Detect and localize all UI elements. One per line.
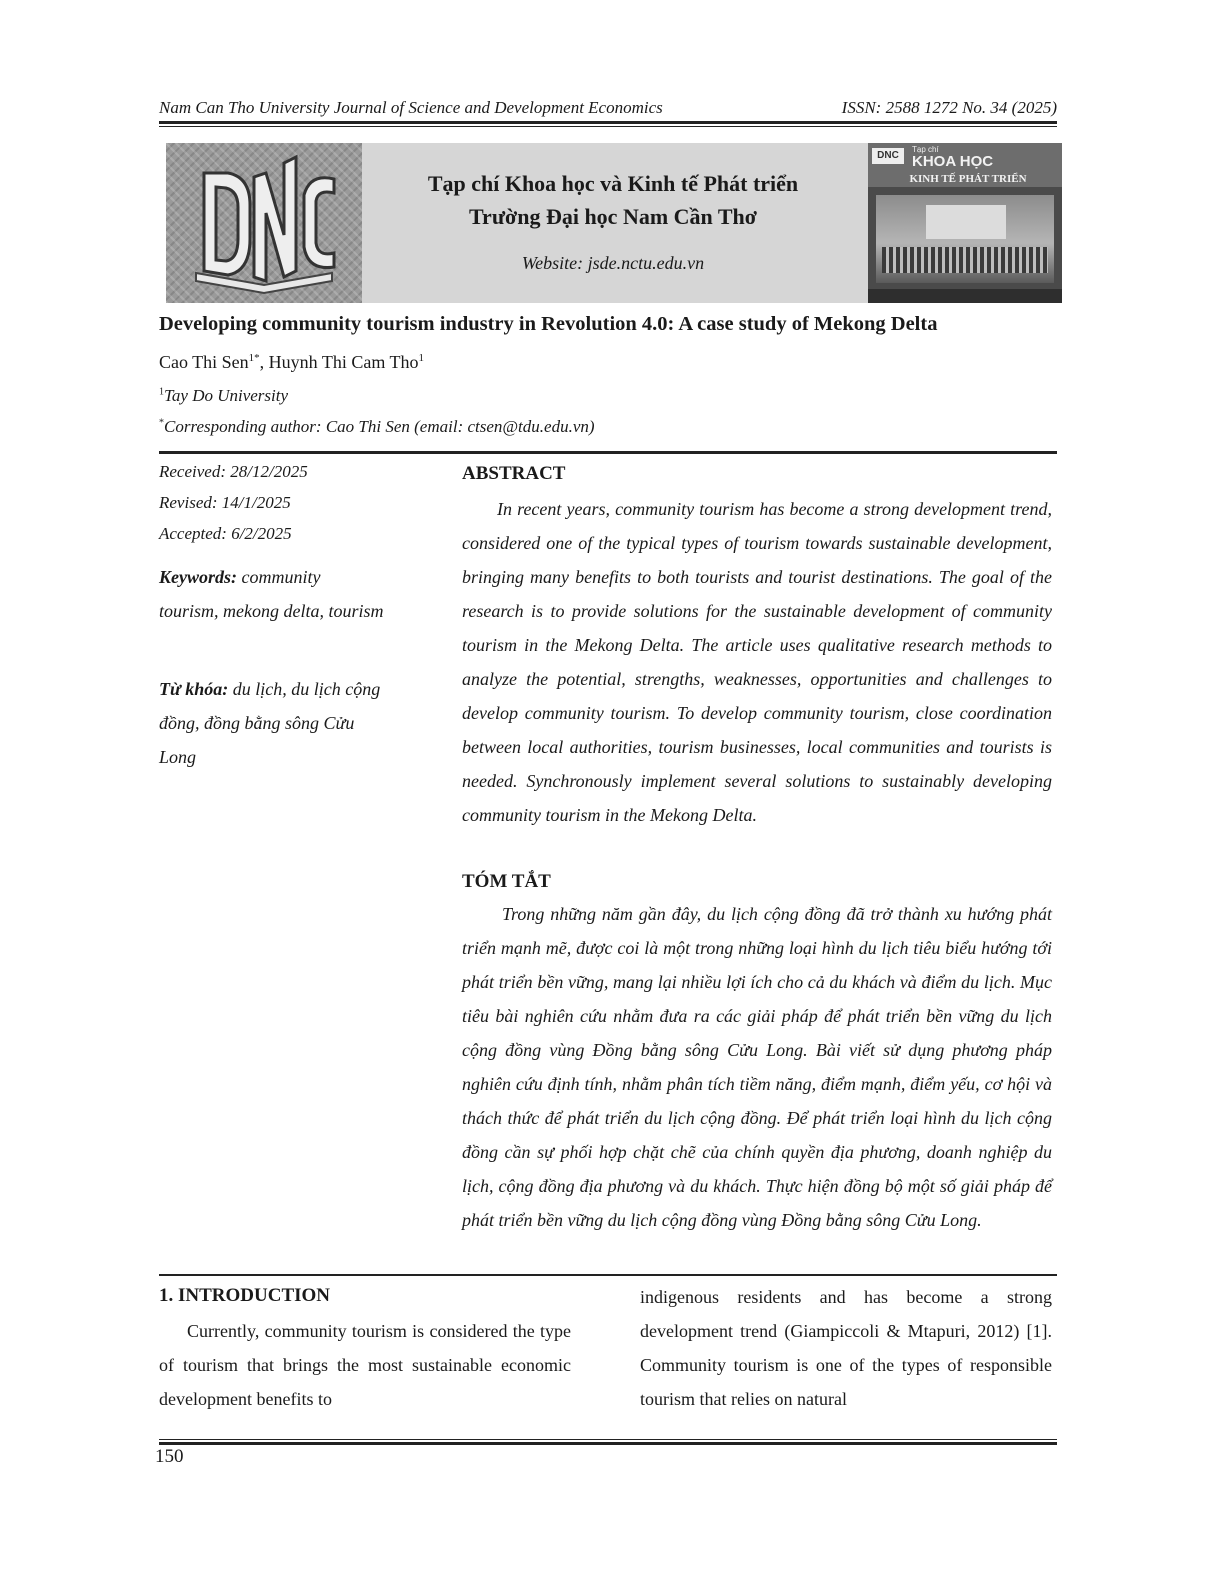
affiliation <box>159 386 288 406</box>
cover-brand: KHOA HỌC <box>912 153 994 170</box>
corresponding-author <box>159 417 595 437</box>
affiliation-mark: 1 <box>159 386 164 398</box>
accepted-date: Accepted: 6/2/2025 <box>159 524 292 543</box>
banner-website: Website: jsde.nctu.edu.vn <box>521 253 705 273</box>
keywords-label: Keywords: <box>159 567 237 587</box>
author-separator: , <box>259 352 269 372</box>
keywords-text: community tourism, mekong delta, tourism <box>159 567 384 621</box>
banner-title-line2: Trường Đại học Nam Cần Thơ <box>469 204 757 229</box>
author-list <box>159 352 424 373</box>
journal-cover-image <box>868 143 1062 303</box>
cover-logo: DNC <box>872 148 904 164</box>
introduction-heading: 1. INTRODUCTION <box>159 1285 331 1306</box>
keywords-vietnamese <box>159 672 384 774</box>
abstract-text: In recent years, community tourism has become a strong development trend, considered one of the typical types of tourism towards sustainable development, bringing many benefits to both tourists and tourist destinations. The goal of the research is to provide solutions for the sustainable development of community tourism in the Mekong Delta. The article uses qualitative research methods to analyze the potential, strengths, weaknesses, opportunities and challenges to develop community tourism. To develop community tourism, close coordination between local authorities, tourism businesses, local communities and tourists is needed. Synchronously implement several solutions to sustainably developing community tourism in the Mekong Delta. <box>462 499 1052 825</box>
header-rule <box>159 121 1057 124</box>
author-name: Huynh Thi Cam Tho <box>268 352 419 372</box>
cover-photo-crowd <box>882 247 1048 273</box>
header-rule-thin <box>159 126 1057 127</box>
paper-title: Developing community tourism industry in Revolution 4.0: A case study of Mekong Delta <box>159 313 938 335</box>
dnc-logo <box>166 143 362 303</box>
affiliation-text: Tay Do University <box>164 386 289 405</box>
footer-rule <box>159 1442 1057 1445</box>
tom-tat-text: Trong những năm gần đây, du lịch cộng đồng đã trở thành xu hướng phát triển mạnh mẽ, được coi là một trong những loại hình du lịch tiêu biểu hướng tới phát triển bền vững, mang lại nhiều lợi ích cho cả du khách và điểm du lịch. Mục tiêu bài nghiên cứu nhằm đưa ra các giải pháp để phát triển bền vững du lịch cộng đồng vùng Đồng bằng sông Cửu Long. Bài viết sử dụng phương pháp nghiên cứu định tính, nhằm phân tích tiềm năng, điểm mạnh, điểm yếu, cơ hội và thách thức để phát triển du lịch cộng đồng. Để phát triển loại hình du lịch cộng đồng cần sự phối hợp chặt chẽ của chính quyền địa phương, doanh nghiệp du lịch, cộng đồng địa phương và du khách. Thực hiện đồng bộ một số giải pháp để phát triển bền vững du lịch cộng đồng vùng Đồng bằng sông Cửu Long. <box>462 904 1052 1230</box>
journal-name: Nam Can Tho University Journal of Science and Development Economics <box>159 98 663 117</box>
running-header <box>159 98 1057 122</box>
corresponding-text: Corresponding author: Cao Thi Sen (email: ctsen@tdu.edu.vn) <box>164 417 595 436</box>
cover-photo <box>876 195 1054 283</box>
cover-photo-stage <box>926 205 1006 239</box>
page-number: 150 <box>155 1446 184 1467</box>
keywords <box>159 560 384 628</box>
section-rule <box>159 1274 1057 1276</box>
revised-date: Revised: 14/1/2025 <box>159 493 291 512</box>
banner-title-line1: Tạp chí Khoa học và Kinh tế Phát triển <box>427 171 799 196</box>
introduction-text-right: indigenous residents and has become a strong development trend (Giampiccoli & Mtapuri, 2012) [1]. Community tourism is one of the types of responsible tourism that relies on natural <box>640 1287 1052 1409</box>
author-marks: 1* <box>248 352 260 364</box>
cover-tag: Tạp chí <box>912 145 939 154</box>
abstract-heading: ABSTRACT <box>462 463 566 484</box>
author-name: Cao Thi Sen <box>159 352 249 372</box>
section-rule <box>159 451 1057 454</box>
corresponding-mark: * <box>159 417 164 429</box>
footer-rule-thin <box>159 1439 1057 1440</box>
issn-issue: ISSN: 2588 1272 No. 34 (2025) <box>841 98 1057 117</box>
introduction-text-left: Currently, community tourism is considered the type of tourism that brings the most sustainable economic development benefits to <box>159 1321 571 1409</box>
author-marks: 1 <box>418 352 425 364</box>
keywords-vi-label: Từ khóa: <box>159 679 229 699</box>
tom-tat-heading: TÓM TẮT <box>462 871 551 892</box>
received-date: Received: 28/12/2025 <box>159 462 308 481</box>
dnc-logo-icon <box>166 143 362 303</box>
banner-title <box>370 167 856 233</box>
cover-footer <box>868 289 1062 303</box>
keywords-vi-text: du lịch, du lịch cộng đồng, đồng bằng sông Cửu Long <box>159 679 381 767</box>
cover-subtitle: KINH TẾ PHÁT TRIỂN <box>909 173 1027 185</box>
